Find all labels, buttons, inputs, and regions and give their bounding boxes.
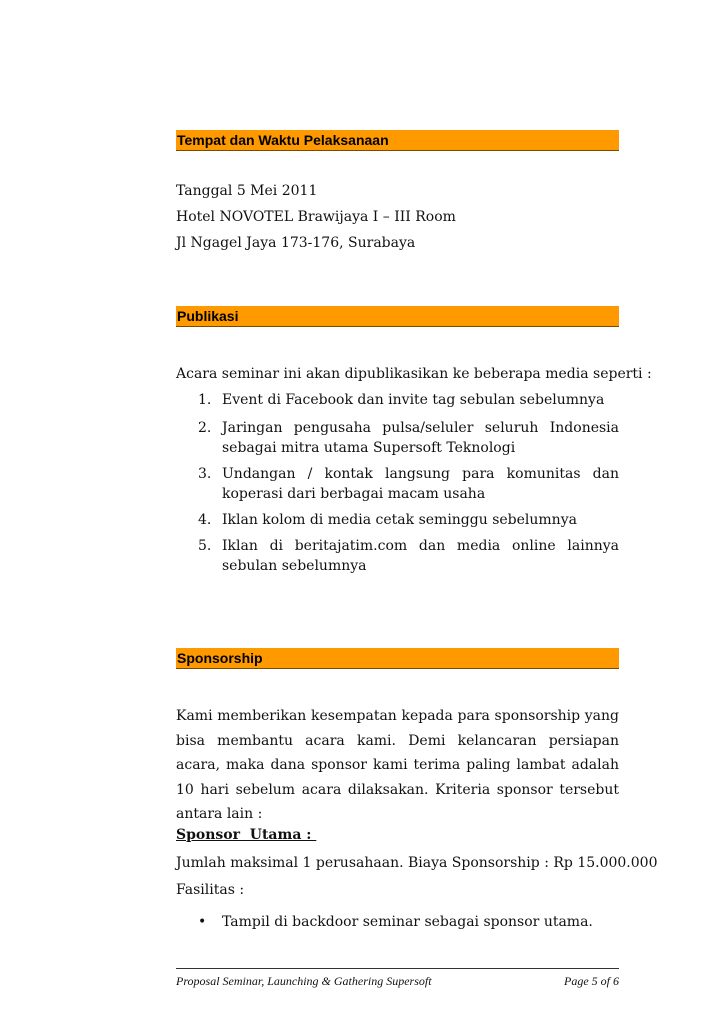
- document-page: [176, 0, 658, 1031]
- list-item: [176, 390, 619, 410]
- list-item-number: 5.: [198, 538, 212, 554]
- bullet-icon: •: [198, 914, 207, 930]
- list-item-text: Undangan / kontak langsung para komunitas dan koperasi dari berbagai macam usaha: [222, 466, 619, 502]
- section-header-tempat: [176, 130, 619, 151]
- sponsor-utama-heading: Sponsor Utama :: [176, 827, 317, 843]
- list-item-text: Iklan di beritajatim.com dan media online lainnya sebulan sebelumnya: [222, 538, 619, 574]
- event-address: Jl Ngagel Jaya 173-176, Surabaya: [176, 235, 416, 251]
- section-title-sponsorship: Sponsorship: [177, 650, 263, 666]
- list-item-text: Event di Facebook dan invite tag sebulan sebelumnya: [222, 392, 605, 408]
- list-item-text: Iklan kolom di media cetak seminggu sebelumnya: [222, 512, 577, 528]
- list-item: [176, 418, 619, 458]
- publikasi-list: [176, 390, 619, 576]
- section-header-publikasi: [176, 306, 619, 327]
- list-item: [176, 464, 619, 504]
- footer-document-title: Proposal Seminar, Launching & Gathering Supersoft: [176, 974, 432, 988]
- list-item: [176, 912, 619, 932]
- list-item-text: Jaringan pengusaha pulsa/seluler seluruh Indonesia sebagai mitra utama Supersoft Teknologi: [222, 420, 619, 456]
- list-item-number: 4.: [198, 512, 212, 528]
- fasilitas-list: [176, 912, 619, 932]
- list-item-number: 2.: [198, 420, 212, 436]
- sponsorship-paragraph: Kami memberikan kesempatan kepada para sponsorship yang bisa membantu acara kami. Demi kelancaran persiapan acara, maka dana sponsor kami terima paling lambat adalah 10 hari sebelum acara dilaksakan. Kriteria sponsor tersebut antara lain :: [176, 708, 619, 822]
- event-venue: Hotel NOVOTEL Brawijaya I – III Room: [176, 209, 456, 225]
- sponsor-utama-jumlah: Jumlah maksimal 1 perusahaan. Biaya Sponsorship : Rp 15.000.000: [176, 855, 658, 871]
- list-item: [176, 536, 619, 576]
- event-date: Tanggal 5 Mei 2011: [176, 183, 318, 199]
- section-title-publikasi: Publikasi: [177, 308, 239, 324]
- footer-divider: [176, 968, 619, 969]
- fasilitas-label: Fasilitas :: [176, 882, 245, 898]
- list-item: [176, 510, 619, 530]
- section-title-tempat: Tempat dan Waktu Pelaksanaan: [177, 132, 389, 148]
- section-header-sponsorship: [176, 648, 619, 669]
- footer-page-number: Page 5 of 6: [564, 974, 619, 988]
- list-item-text: Tampil di backdoor seminar sebagai sponsor utama.: [222, 914, 593, 930]
- list-item-number: 3.: [198, 466, 212, 482]
- list-item-number: 1.: [198, 392, 212, 408]
- publikasi-intro: Acara seminar ini akan dipublikasikan ke beberapa media seperti :: [176, 366, 652, 382]
